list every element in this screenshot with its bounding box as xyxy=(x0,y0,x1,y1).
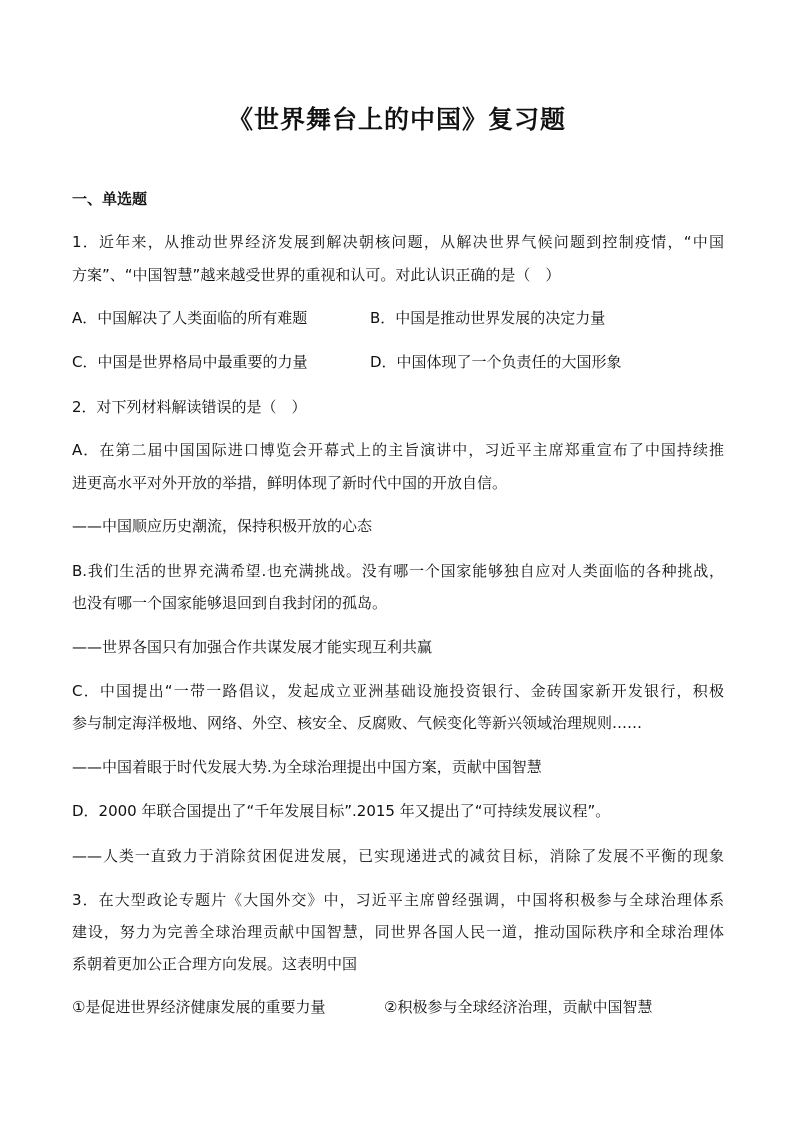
q2-material-c-line-1: C．中国提出“一带一路倡议，发起成立亚洲基础设施投资银行、金砖国家新开发银行，积极 xyxy=(72,682,724,700)
page-title: 《世界舞台上的中国》复习题 xyxy=(227,105,566,134)
q2-material-a-note: ——中国顺应历史潮流，保持积极开放的心态 xyxy=(72,517,373,535)
q3-item-2: ②积极参与全球经济治理，贡献中国智慧 xyxy=(384,998,653,1016)
q2-material-b-note: ——世界各国只有加强合作共谋发展才能实现互利共赢 xyxy=(72,638,433,656)
q2-material-a-line-2: 进更高水平对外开放的举措，鲜明体现了新时代中国的开放自信。 xyxy=(72,474,508,492)
q1-option-b: B．中国是推动世界发展的决定力量 xyxy=(370,309,606,327)
q1-option-d: D．中国体现了一个负责任的大国形象 xyxy=(370,353,622,371)
q3-item-1: ①是促进世界经济健康发展的重要力量 xyxy=(72,998,326,1016)
q2-material-c-line-2: 参与制定海洋极地、网络、外空、核安全、反腐败、气候变化等新兴领域治理规则…… xyxy=(72,714,643,732)
q1-stem-line-2: 方案”、“中国智慧”越来越受世界的重视和认可。对此认识正确的是（ ） xyxy=(72,266,561,284)
q2-material-d-line-1: D．2000 年联合国提出了“千年发展目标”.2015 年又提出了“可持续发展议程”。 xyxy=(72,802,611,820)
q1-stem-line-1: 1．近年来，从推动世界经济发展到解决朝核问题，从解决世界气候问题到控制疫情，“中国 xyxy=(72,233,724,251)
q2-material-b-line-1: B.我们生活的世界充满希望.也充满挑战。没有哪一个国家能够独自应对人类面临的各种挑战， xyxy=(72,562,724,580)
q2-material-c-note: ——中国着眼于时代发展大势.为全球治理提出中国方案，贡献中国智慧 xyxy=(72,758,542,776)
q3-stem-line-3: 系朝着更加公正合理方向发展。这表明中国 xyxy=(72,955,358,973)
q2-material-d-note: ——人类一直致力于消除贫困促进发展，已实现递进式的减贫目标，消除了发展不平衡的现象 xyxy=(72,847,724,865)
q3-stem-line-1: 3．在大型政论专题片《大国外交》中，习近平主席曾经强调，中国将积极参与全球治理体系 xyxy=(72,891,724,909)
q2-material-a-line-1: A．在第二届中国国际进口博览会开幕式上的主旨演讲中，习近平主席郑重宣布了中国持续推 xyxy=(72,441,724,459)
q3-stem-line-2: 建设，努力为完善全球治理贡献中国智慧，同世界各国人民一道，推动国际秩序和全球治理体 xyxy=(72,923,724,941)
q2-stem: 2．对下列材料解读错误的是（ ） xyxy=(72,398,307,416)
q2-material-b-line-2: 也没有哪一个国家能够退回到自我封闭的孤岛。 xyxy=(72,594,388,612)
section-heading: 一、单选题 xyxy=(72,190,148,208)
q1-option-a: A．中国解决了人类面临的所有难题 xyxy=(72,309,308,327)
q1-option-c: C．中国是世界格局中最重要的力量 xyxy=(72,353,308,371)
